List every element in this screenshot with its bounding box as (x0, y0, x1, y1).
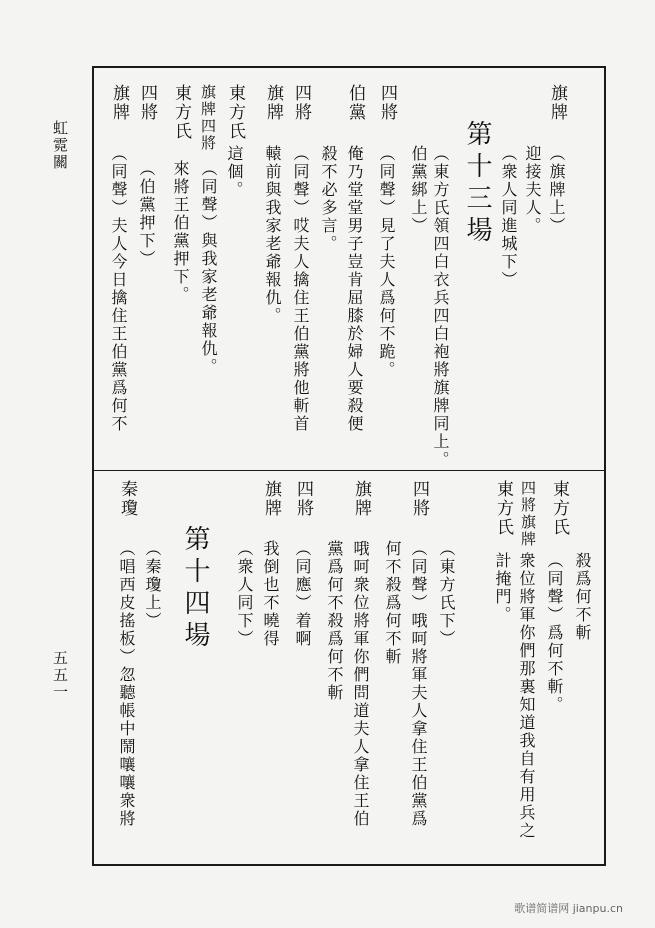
scene-heading-14: 第十四場 (180, 525, 210, 653)
line-top-7: 俺乃堂堂男子豈肯屈膝於婦人要殺便 (345, 145, 364, 433)
speaker-bottom-6: 四將 (409, 480, 429, 518)
speaker-bottom-13: 秦瓊 (117, 480, 137, 518)
page-number: 五五一 (51, 650, 69, 701)
speaker-bottom-10: 四將 (293, 480, 313, 518)
line-top-11: 這個。 (225, 145, 244, 199)
line-bottom-8: 哦呵衆位將軍你們問道夫人拿住王伯 (351, 540, 370, 828)
speaker-top-7: 伯黨 (345, 84, 365, 122)
speaker-top-9: 四將 (291, 84, 311, 122)
speaker-bottom-2: 四將旗牌 (519, 480, 537, 548)
line-top-2: 迎接夫人。 (523, 145, 542, 235)
line-bottom-1: 殺爲何不斬 (573, 552, 592, 642)
speaker-top-15: 旗牌 (109, 84, 129, 122)
speaker-top-10: 旗牌 (263, 84, 283, 122)
line-top-12: （同聲）與我家老爺報仇。 (199, 160, 218, 376)
line-bottom-12: （衆人同下） (235, 540, 254, 648)
line-bottom-11: 我倒也不曉得 (261, 540, 280, 648)
speaker-top-6: 四將 (377, 84, 397, 122)
line-bottom-10: （同應）着啊 (293, 540, 312, 648)
section-divider (92, 470, 606, 471)
speaker-top-11: 東方氏 (225, 84, 245, 141)
line-bottom-7: 何不殺爲何不斬 (383, 540, 402, 666)
line-bottom-5: （東方氏下） (437, 540, 456, 648)
speaker-bottom-8: 旗牌 (351, 480, 371, 518)
speaker-top-1: 旗牌 (547, 84, 567, 122)
line-bottom-4: 計掩門。 (493, 552, 512, 624)
speaker-top-12: 旗牌四將 (199, 84, 217, 152)
book-title: 虹霓關 (51, 120, 69, 171)
line-top-15: （同聲）夫人今日擒住王伯黨爲何不 (109, 145, 128, 433)
line-top-5: 伯黨綁上） (409, 145, 428, 235)
line-bottom-2: （同聲）爲何不斬。 (545, 552, 564, 714)
line-bottom-6: （同聲）哦呵將軍夫人拿住王伯黨爲 (409, 540, 428, 828)
watermark-footer: 歌谱简谱网 jianpu.cn (514, 902, 623, 915)
line-top-9: （同聲）哎夫人擒住王伯黨將他斬首 (291, 145, 310, 433)
line-top-8: 殺不必多言。 (319, 145, 338, 253)
speaker-top-14: 四將 (137, 84, 157, 122)
line-top-13: 來將王伯黨押下。 (171, 160, 190, 304)
line-bottom-14: （唱西皮搖板）忽聽帳中鬧嚷嚷衆將 (117, 540, 136, 828)
speaker-bottom-3: 東方氏 (493, 480, 513, 537)
line-top-4: （東方氏領四白衣兵四白袍將旗牌同上。 (431, 145, 450, 469)
line-top-6: （同聲）見了夫人爲何不跪。 (377, 145, 396, 379)
scene-heading-13: 第十三場 (462, 120, 492, 248)
line-top-10: 轅前與我家老爺報仇。 (263, 145, 282, 325)
line-bottom-3: 衆位將軍你們那裏知道我自有用兵之 (517, 552, 536, 840)
line-bottom-13: （秦瓊上） (143, 540, 162, 630)
speaker-bottom-11: 旗牌 (261, 480, 281, 518)
speaker-bottom-1: 東方氏 (549, 480, 569, 537)
line-top-3: （衆人同進城下） (499, 145, 518, 289)
speaker-top-13: 東方氏 (171, 84, 191, 141)
line-top-1: （旗牌上） (547, 145, 566, 235)
line-top-14: （伯黨押下） (137, 160, 156, 268)
line-bottom-9: 黨爲何不殺爲何不斬 (325, 540, 344, 702)
